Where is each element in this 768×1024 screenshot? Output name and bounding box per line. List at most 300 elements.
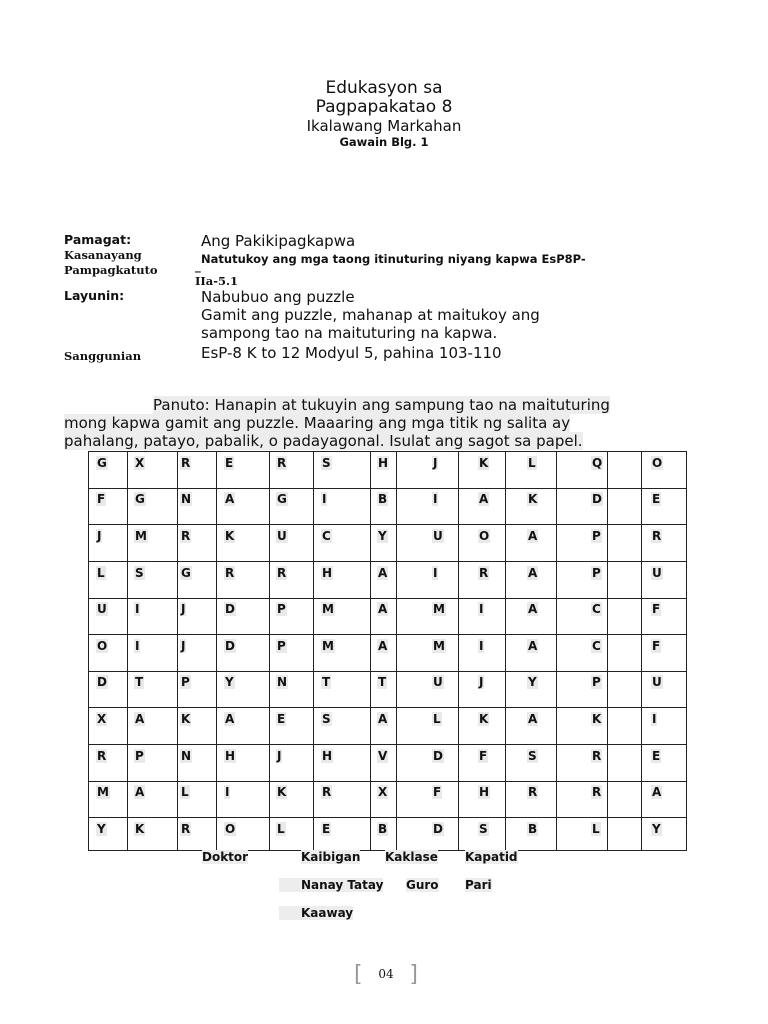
grid-letter: O (97, 639, 108, 653)
grid-letter: Y (225, 675, 234, 689)
grid-cell (96, 712, 107, 726)
grid-cell (96, 749, 107, 763)
grid-cell (377, 785, 388, 799)
grid-cell (527, 529, 538, 543)
grid-letter: J (97, 529, 102, 543)
grid-letter: U (433, 529, 443, 543)
grid-letter: I (433, 566, 438, 580)
grid-cell (432, 492, 438, 506)
grid-cell (591, 456, 603, 470)
grid-cell (478, 639, 484, 653)
grid-cell (224, 639, 236, 653)
grid-cell (591, 639, 602, 653)
grid-cell (321, 749, 333, 763)
grid-cell (96, 822, 107, 836)
grid-letter: S (322, 712, 331, 726)
grid-letter: R (322, 785, 332, 799)
grid-letter: L (433, 712, 441, 726)
grid-letter: K (135, 822, 145, 836)
grid-cell (96, 456, 108, 470)
grid-cell (478, 749, 488, 763)
grid-cell (478, 602, 484, 616)
grid-cell (276, 822, 286, 836)
grid-letter: P (592, 675, 601, 689)
grid-cell (478, 492, 489, 506)
grid-letter: P (181, 675, 190, 689)
grid-letter: J (181, 639, 186, 653)
grid-letter: T (378, 675, 387, 689)
grid-cell (478, 675, 484, 689)
grid-letter: A (225, 712, 235, 726)
grid-cell (180, 602, 186, 616)
grid-cell (276, 749, 282, 763)
grid-letter: K (225, 529, 235, 543)
grid-letter: R (277, 456, 287, 470)
grid-letter: E (652, 749, 661, 763)
grid-letter: Y (97, 822, 106, 836)
grid-letter: F (97, 492, 106, 506)
grid-cell (96, 492, 106, 506)
grid-cell (527, 639, 538, 653)
grid-cell (180, 529, 191, 543)
word-search-grid (88, 451, 687, 851)
grid-letter: R (225, 566, 235, 580)
grid-cell (432, 712, 442, 726)
grid-letter: N (277, 675, 288, 689)
grid-cell (180, 566, 192, 580)
grid-letter: U (97, 602, 107, 616)
grid-cell (651, 529, 662, 543)
grid-cell (180, 639, 186, 653)
grid-cell (527, 602, 538, 616)
grid-row (89, 598, 686, 635)
grid-letter: H (378, 456, 389, 470)
grid-letter: X (135, 456, 145, 470)
grid-letter: T (322, 675, 331, 689)
grid-letter: B (528, 822, 538, 836)
grid-cell (651, 566, 663, 580)
grid-row (89, 525, 686, 562)
grid-letter: F (433, 785, 442, 799)
grid-letter: R (528, 785, 538, 799)
grid-cell (651, 456, 663, 470)
grid-cell (276, 785, 287, 799)
grid-letter: O (225, 822, 236, 836)
grid-letter: M (135, 529, 147, 543)
grid-cell (134, 602, 140, 616)
grid-row (89, 745, 686, 782)
grid-cell (180, 456, 191, 470)
grid-letter: L (97, 566, 105, 580)
grid-letter: I (135, 602, 140, 616)
grid-letter: L (181, 785, 189, 799)
layunin-value-2: Gamit ang puzzle, mahanap at maitukoy ang (201, 306, 540, 324)
grid-letter: M (322, 639, 334, 653)
word-pari: Pari (465, 878, 492, 892)
grid-cell (134, 456, 145, 470)
grid-cell (377, 602, 388, 616)
grid-cell (134, 675, 144, 689)
grid-letter: R (592, 749, 602, 763)
grid-cell (96, 639, 108, 653)
grid-cell (377, 456, 389, 470)
grid-cell (527, 675, 538, 689)
grid-cell (321, 566, 333, 580)
grid-letter: U (433, 675, 443, 689)
grid-letter: A (378, 639, 388, 653)
grid-letter: P (135, 749, 144, 763)
grid-cell (651, 675, 663, 689)
grid-letter: V (378, 749, 388, 763)
grid-letter: N (181, 492, 192, 506)
grid-cell (432, 639, 446, 653)
grid-letter: A (135, 712, 145, 726)
grid-cell (591, 675, 602, 689)
grid-letter: S (322, 456, 331, 470)
grid-letter: D (592, 492, 602, 506)
grid-cell (321, 675, 331, 689)
grid-letter: G (97, 456, 107, 470)
grid-cell (432, 785, 442, 799)
word-kapatid: Kapatid (465, 850, 518, 864)
grid-letter: J (479, 675, 484, 689)
grid-letter: P (277, 639, 286, 653)
grid-letter: U (652, 675, 662, 689)
kasanayan-label-1: Kasanayang (64, 248, 142, 262)
grid-letter: C (322, 529, 331, 543)
grid-cell (224, 822, 236, 836)
grid-letter: H (225, 749, 236, 763)
grid-cell (432, 602, 446, 616)
grid-cell (651, 749, 661, 763)
grid-cell (321, 822, 331, 836)
grid-letter: A (378, 712, 388, 726)
grid-cell (377, 639, 388, 653)
grid-letter: R (652, 529, 662, 543)
grid-cell (377, 492, 388, 506)
grid-cell (321, 529, 332, 543)
grid-letter: E (322, 822, 331, 836)
grid-letter: A (528, 639, 538, 653)
grid-cell (527, 492, 538, 506)
grid-letter: M (433, 602, 445, 616)
grid-letter: Y (528, 675, 537, 689)
grid-letter: R (592, 785, 602, 799)
grid-letter: K (479, 712, 489, 726)
grid-letter: I (479, 639, 484, 653)
pamagat-value: Ang Pakikipagkapwa (201, 232, 356, 250)
grid-letter: L (592, 822, 600, 836)
grid-cell (276, 602, 287, 616)
grid-letter: I (135, 639, 140, 653)
sanggunian-label: Sanggunian (64, 349, 142, 363)
grid-letter: E (225, 456, 234, 470)
grid-cell (180, 712, 191, 726)
grid-cell (478, 456, 489, 470)
grid-cell (651, 639, 661, 653)
word-doktor: Doktor (202, 850, 249, 864)
grid-cell (651, 492, 661, 506)
grid-letter: R (97, 749, 107, 763)
grid-letter: I (225, 785, 230, 799)
grid-cell (134, 639, 140, 653)
grid-letter: M (97, 785, 109, 799)
grid-cell (224, 749, 236, 763)
grid-letter: Y (652, 822, 661, 836)
panuto-line-2: mong kapwa gamit ang puzzle. Maaaring ang mga titik ng salita ay (64, 414, 571, 432)
grid-cell (180, 492, 192, 506)
grid-row (89, 488, 686, 525)
grid-cell (651, 602, 661, 616)
grid-letter: A (528, 602, 538, 616)
grid-letter: O (652, 456, 663, 470)
grid-cell (432, 566, 438, 580)
grid-row (89, 562, 686, 599)
kasanayan-dash: _ (195, 259, 201, 273)
grid-letter: X (97, 712, 107, 726)
grid-letter: M (433, 639, 445, 653)
grid-cell (96, 529, 102, 543)
grid-letter: A (378, 566, 388, 580)
grid-letter: J (277, 749, 282, 763)
grid-letter: R (181, 456, 191, 470)
grid-cell (321, 602, 335, 616)
grid-row (89, 671, 686, 708)
right-bracket-icon: ] (409, 962, 418, 987)
panuto-line-3: pahalang, patayo, pabalik, o padayagonal. Isulat ang sagot sa papel. (64, 432, 583, 450)
grid-cell (224, 785, 230, 799)
grid-cell (180, 822, 191, 836)
grid-letter: M (322, 602, 334, 616)
grid-cell (591, 602, 602, 616)
grid-cell (377, 566, 388, 580)
grid-cell (591, 492, 603, 506)
grid-letter: E (277, 712, 286, 726)
grid-letter: K (277, 785, 287, 799)
grid-cell (96, 785, 110, 799)
grid-letter: Q (592, 456, 603, 470)
grid-letter: A (652, 785, 662, 799)
grid-letter: U (277, 529, 287, 543)
grid-letter: K (181, 712, 191, 726)
grid-cell (591, 749, 602, 763)
grid-letter: S (479, 822, 488, 836)
grid-letter: K (479, 456, 489, 470)
grid-cell (377, 675, 387, 689)
title-line-1: Edukasyon sa (325, 78, 443, 98)
grid-letter: G (277, 492, 287, 506)
grid-cell (276, 456, 287, 470)
grid-cell (180, 749, 192, 763)
grid-letter: I (652, 712, 657, 726)
grid-letter: A (479, 492, 489, 506)
grid-cell (377, 749, 388, 763)
grid-cell (134, 749, 145, 763)
grid-cell (651, 712, 657, 726)
grid-letter: D (97, 675, 107, 689)
grid-letter: P (592, 566, 601, 580)
panuto-line-1: Panuto: Hanapin at tukuyin ang sampung tao na maituturing (153, 396, 610, 414)
grid-cell (224, 675, 235, 689)
grid-cell (321, 456, 332, 470)
layunin-value-1: Nabubuo ang puzzle (201, 288, 355, 306)
grid-letter: J (181, 602, 186, 616)
grid-cell (651, 785, 662, 799)
grid-cell (180, 785, 190, 799)
grid-letter: R (277, 566, 287, 580)
grid-letter: A (528, 712, 538, 726)
grid-cell (478, 785, 490, 799)
grid-row (89, 781, 686, 818)
grid-cell (527, 712, 538, 726)
grid-letter: C (592, 602, 601, 616)
grid-row (89, 635, 686, 672)
layunin-label: Layunin: (64, 288, 125, 303)
grid-cell (527, 566, 538, 580)
grid-letter: O (479, 529, 490, 543)
grid-cell (527, 456, 537, 470)
grid-letter: D (225, 639, 235, 653)
grid-letter: A (225, 492, 235, 506)
grid-cell (321, 712, 332, 726)
grid-cell (478, 529, 490, 543)
grid-letter: E (652, 492, 661, 506)
grid-letter: K (592, 712, 602, 726)
grid-cell (527, 749, 538, 763)
grid-cell (591, 785, 602, 799)
grid-letter: G (135, 492, 145, 506)
grid-letter: S (528, 749, 537, 763)
grid-row (89, 708, 686, 745)
grid-letter: D (225, 602, 235, 616)
grid-cell (134, 785, 145, 799)
grid-cell (96, 675, 108, 689)
grid-letter: A (378, 602, 388, 616)
grid-cell (276, 639, 287, 653)
grid-row (89, 452, 686, 489)
grid-letter: J (433, 456, 438, 470)
grid-cell (651, 822, 662, 836)
page-number-box (354, 964, 418, 986)
grid-cell (276, 492, 288, 506)
grid-letter: R (181, 529, 191, 543)
grid-letter: F (652, 639, 661, 653)
grid-letter: U (652, 566, 662, 580)
grid-letter: A (135, 785, 145, 799)
grid-cell (276, 712, 286, 726)
grid-cell (478, 566, 489, 580)
grid-cell (224, 492, 235, 506)
grid-letter: L (277, 822, 285, 836)
grid-cell (321, 492, 327, 506)
grid-letter: P (592, 529, 601, 543)
grid-cell (377, 822, 388, 836)
grid-cell (591, 529, 602, 543)
grid-cell (180, 675, 191, 689)
grid-letter: B (378, 492, 388, 506)
grid-cell (527, 822, 538, 836)
title-line-2: Pagpapakatao 8 (315, 97, 453, 117)
grid-cell (321, 785, 332, 799)
grid-letter: R (479, 566, 489, 580)
word-kaibigan: Kaibigan (301, 850, 361, 864)
grid-cell (591, 822, 601, 836)
grid-letter: I (433, 492, 438, 506)
grid-cell (478, 822, 489, 836)
grid-cell (432, 822, 444, 836)
grid-cell (224, 456, 234, 470)
grid-cell (224, 566, 235, 580)
kasanayan-value-1: Natutukoy ang mga taong itinuturing niyang kapwa EsP8P- (201, 252, 586, 266)
title-line-4: Gawain Blg. 1 (339, 135, 429, 149)
grid-cell (276, 529, 288, 543)
grid-cell (591, 566, 602, 580)
grid-cell (377, 712, 388, 726)
grid-letter: B (378, 822, 388, 836)
grid-cell (224, 712, 235, 726)
grid-letter: I (322, 492, 327, 506)
grid-cell (591, 712, 602, 726)
grid-letter: H (479, 785, 490, 799)
grid-letter: F (479, 749, 488, 763)
grid-cell (276, 566, 287, 580)
grid-cell (432, 456, 438, 470)
grid-letter: R (181, 822, 191, 836)
grid-cell (134, 566, 145, 580)
grid-letter: F (652, 602, 661, 616)
grid-cell (432, 529, 444, 543)
kasanayan-label-2: Pampagkatuto (64, 263, 158, 277)
word-kaaway: Kaaway (279, 906, 353, 920)
grid-cell (527, 785, 538, 799)
grid-cell (134, 492, 146, 506)
grid-cell (276, 675, 288, 689)
kasanayan-value-2: IIa-5.1 (195, 274, 238, 288)
pamagat-label: Pamagat: (64, 232, 132, 247)
grid-cell (96, 566, 106, 580)
grid-letter: C (592, 639, 601, 653)
grid-letter: H (322, 749, 333, 763)
grid-letter: K (528, 492, 538, 506)
panuto-paragraph (64, 396, 696, 450)
left-bracket-icon: [ (354, 962, 363, 987)
title-line-3: Ikalawang Markahan (306, 117, 462, 135)
grid-cell (134, 712, 145, 726)
grid-letter: P (277, 602, 286, 616)
grid-letter: A (528, 529, 538, 543)
grid-letter: D (433, 822, 443, 836)
grid-letter: A (528, 566, 538, 580)
grid-letter: I (479, 602, 484, 616)
grid-letter: D (433, 749, 443, 763)
grid-letter: L (528, 456, 536, 470)
grid-letter: X (378, 785, 388, 799)
grid-cell (224, 529, 235, 543)
grid-letter: Y (378, 529, 387, 543)
word-guro: Guro (406, 878, 439, 892)
grid-cell (432, 749, 444, 763)
grid-letter: G (181, 566, 191, 580)
grid-cell (134, 529, 148, 543)
grid-cell (96, 602, 108, 616)
grid-cell (321, 639, 335, 653)
grid-letter: T (135, 675, 144, 689)
grid-cell (134, 822, 145, 836)
grid-letter: H (322, 566, 333, 580)
grid-cell (478, 712, 489, 726)
page-number: 04 (378, 967, 394, 981)
grid-cell (224, 602, 236, 616)
